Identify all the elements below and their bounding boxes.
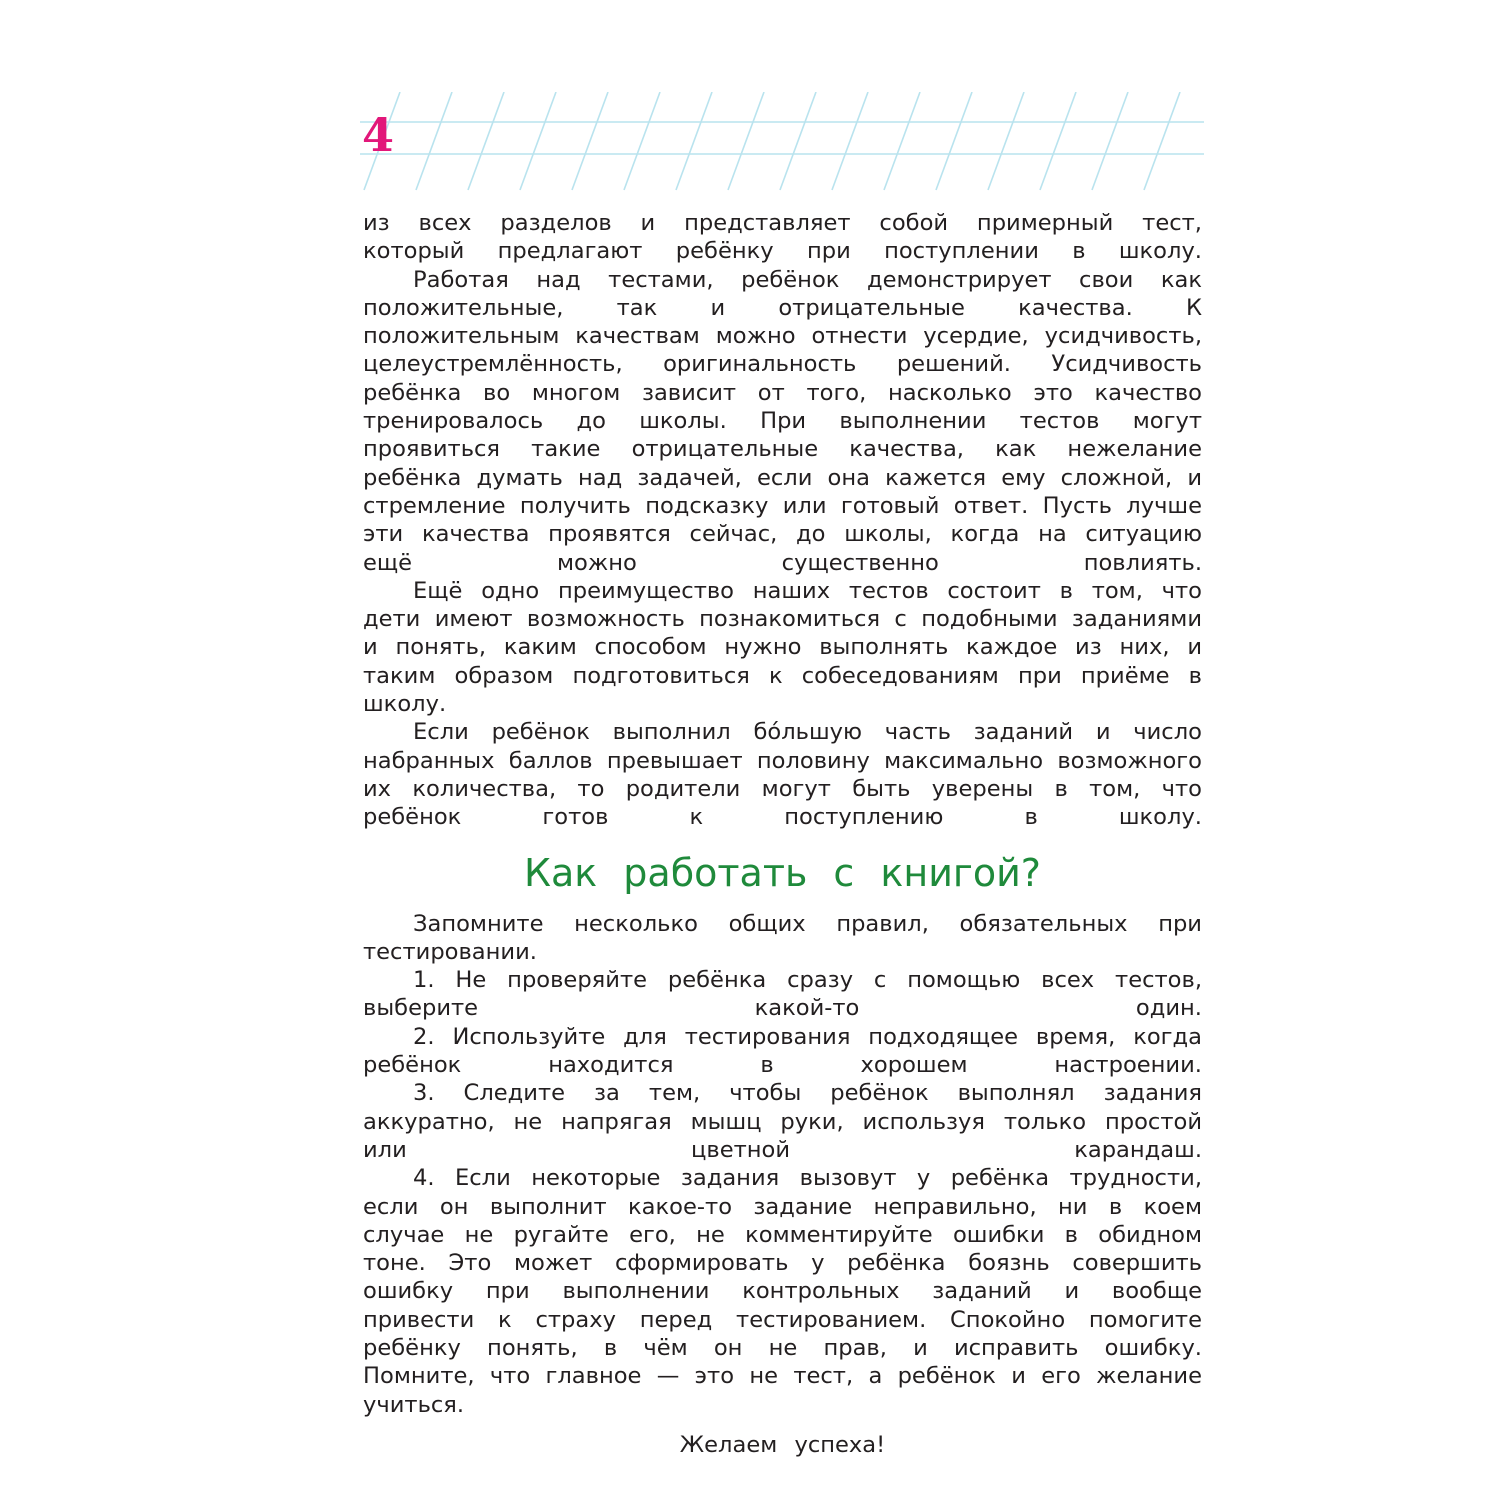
intro-paragraph-qualities: Работая над тестами, ребёнок демонстрирует свои как положительные, так и отрицательные качества. К положительным качествам можно отнести усердие, усидчивость, целеустремлённость, оригинальность решений. Усидчивость ребёнка во многом зависит от того, насколько это качество тренировалось до школы. При выполнении тестов могут проявиться такие отрицательные качества, как нежелание ребёнка думать над задачей, если она кажется ему сложной, и стремление получить подсказку или готовый ответ. Пусть лучше эти качества проявятся сейчас, до школы, когда на ситуацию ещё можно существенно повлиять. [363, 266, 1202, 576]
section-lead: Запомните несколько общих правил, обязательных при тестировании. [363, 910, 1202, 965]
intro-paragraph-readiness: Если ребёнок выполнил бóльшую часть заданий и число набранных баллов превышает половину максимально возможного их количества, то родители могут быть уверены в том, что ребёнок готов к поступлению в школу. [363, 719, 1202, 831]
rule-item-1: 1. Не проверяйте ребёнка сразу с помощью всех тестов, выберите какой-то один. [363, 967, 1202, 1022]
page-number: 4 [362, 108, 395, 162]
rule-item-3: 3. Следите за тем, чтобы ребёнок выполнял задания аккуратно, не напрягая мышц руки, используя только простой или цветной карандаш. [363, 1080, 1202, 1163]
rule-item-2: 2. Используйте для тестирования подходящее время, когда ребёнок находится в хорошем настроении. [363, 1023, 1202, 1079]
header-grid-band [360, 92, 1204, 192]
intro-paragraph-advantage: Ещё одно преимущество наших тестов состоит в том, что дети имеют возможность познакомиться с подобными заданиями и понять, каким способом нужно выполнять каждое из них, и таким образом подготовиться к собеседованиям при приёме в школу. [363, 577, 1202, 718]
page-content [363, 209, 1202, 1459]
intro-paragraph-continued: из всех разделов и представляет собой примерный тест, который предлагают ребёнку при поступлении в школу. [363, 210, 1202, 265]
section-title: Как работать с книгой? [524, 850, 1041, 895]
rule-item-4: 4. Если некоторые задания вызовут у ребёнка трудности, если он выполнит какое-то задание неправильно, ни в коем случае не ругайте его, не комментируйте ошибки в обидном тоне. Это может сформировать у ребёнка боязнь совершить ошибку при выполнении контрольных заданий и вообще привести к страху перед тестированием. Спокойно помогите ребёнку понять, в чём он не прав, и исправить ошибку. Помните, что главное — это не тест, а ребёнок и его желание учиться. [363, 1165, 1202, 1418]
closing-wish: Желаем успеха! [679, 1431, 886, 1458]
slanted-grid-decoration [360, 92, 1204, 192]
